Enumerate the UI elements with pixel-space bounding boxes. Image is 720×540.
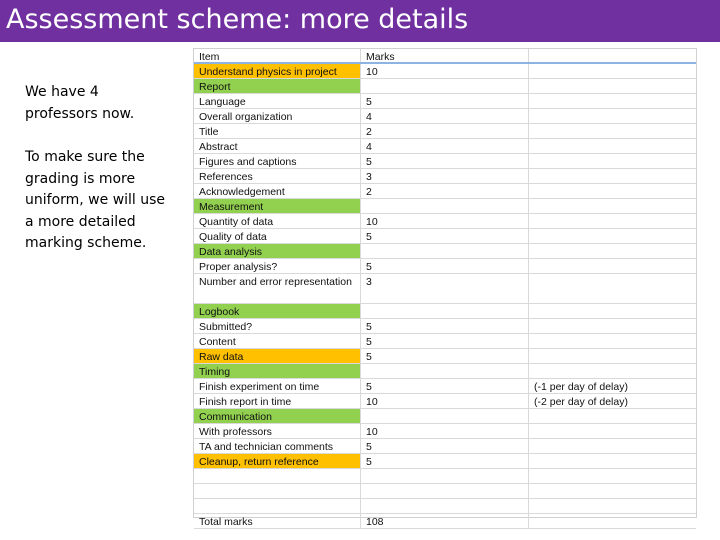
item-cell: Language [194,94,361,108]
item-cell: Quality of data [194,229,361,243]
marks-cell: 2 [361,184,529,198]
note-cell [529,469,696,483]
item-cell: Finish report in time [194,394,361,408]
item-cell: Overall organization [194,109,361,123]
table-row [194,334,696,349]
note-cell [529,259,696,273]
note-cell: (-1 per day of delay) [534,381,628,393]
note-cell [529,244,696,258]
table-row [194,319,696,334]
item-cell: Cleanup, return reference [194,454,361,468]
table-row [194,259,696,274]
note-cell [529,79,696,93]
note-cell [529,409,696,423]
note-cell [529,454,696,468]
table-row [194,424,696,439]
section-row [194,304,696,319]
marks-cell [361,199,529,213]
marks-cell: 2 [361,124,529,138]
marks-cell: 5 [361,349,529,363]
item-cell: Acknowledgement [194,184,361,198]
item-cell: Number and error representation [194,274,361,303]
item-cell: Measurement [194,199,361,213]
note-cell [529,439,696,453]
note-cell [529,229,696,243]
marks-cell: 5 [361,334,529,348]
table-row [194,124,696,139]
table-row [194,499,696,514]
marks-cell: 10 [361,214,529,228]
marks-cell: 10 [361,424,529,438]
table-row [194,484,696,499]
item-cell: Raw data [194,349,361,363]
note-cell [529,364,696,378]
marks-cell: 5 [361,154,529,168]
title-bar [0,0,720,42]
note-cell [529,199,696,213]
marks-cell [361,469,529,483]
item-cell: Figures and captions [194,154,361,168]
marks-cell: 5 [361,229,529,243]
note-cell [529,169,696,183]
item-cell: Understand physics in project [194,64,361,78]
marks-cell [361,364,529,378]
item-cell: Content [194,334,361,348]
marks-cell: 5 [361,439,529,453]
table-row [194,169,696,184]
header-marks: Marks [361,49,529,62]
table-row [194,64,696,79]
marks-cell: 4 [361,139,529,153]
note-cell [529,499,696,513]
item-cell: Title [194,124,361,138]
item-cell: With professors [194,424,361,438]
marks-cell [361,484,529,498]
note-cell [529,424,696,438]
note-cell [529,124,696,138]
intro-text [25,82,175,277]
slide-title: Assessment scheme: more details [6,4,469,35]
item-cell: Timing [194,364,361,378]
marks-cell [361,79,529,93]
table-row [194,349,696,364]
section-row [194,244,696,259]
table-header-row [194,49,696,64]
section-row [194,79,696,94]
marks-cell [361,244,529,258]
marks-cell: 3 [361,169,529,183]
item-cell: TA and technician comments [194,439,361,453]
item-cell: Communication [194,409,361,423]
item-cell: Report [194,79,361,93]
section-row [194,409,696,424]
note-cell: (-2 per day of delay) [534,396,628,408]
note-cell [529,274,696,303]
marks-cell [361,304,529,318]
item-cell: Logbook [194,304,361,318]
table-row [194,469,696,484]
table-row [194,184,696,199]
item-cell: Quantity of data [194,214,361,228]
marking-scheme-table [193,48,697,528]
table-row [194,439,696,454]
marks-cell: 4 [361,109,529,123]
marks-cell: 10 [361,64,529,78]
marks-cell: 3 [361,274,529,303]
note-cell [529,139,696,153]
table-row [194,109,696,124]
intro-paragraph-1: We have 4 professors now. [25,84,135,122]
section-row [194,199,696,214]
marks-cell: 5 [361,94,529,108]
note-cell [529,304,696,318]
table-row [194,139,696,154]
note-cell [529,154,696,168]
item-cell: Data analysis [194,244,361,258]
intro-paragraph-2: To make sure the grading is more uniform, we will use a more detailed marking scheme. [25,149,166,251]
marks-cell: 5 [361,259,529,273]
marks-cell: 10 [361,394,529,408]
note-cell [529,214,696,228]
marks-cell [361,409,529,423]
item-cell [194,484,361,498]
item-cell: Finish experiment on time [194,379,361,393]
item-cell: Proper analysis? [194,259,361,273]
marks-cell: 5 [361,454,529,468]
marks-cell: 5 [361,319,529,333]
table-row [194,229,696,244]
item-cell [194,499,361,513]
note-cell [529,64,696,78]
table-row [194,514,696,529]
table-row [194,274,696,304]
marks-cell: 108 [361,514,529,528]
item-cell: Abstract [194,139,361,153]
table-row [194,214,696,229]
note-cell [529,334,696,348]
header-note [529,49,696,62]
note-cell [529,94,696,108]
item-cell: Submitted? [194,319,361,333]
table-row [194,94,696,109]
note-cell [529,109,696,123]
note-cell [529,484,696,498]
item-cell: Total marks [194,514,361,528]
marks-cell: 5 [361,379,529,393]
note-cell [529,184,696,198]
note-cell [529,349,696,363]
item-cell: References [194,169,361,183]
section-row [194,364,696,379]
note-cell [529,514,696,528]
table-row [194,394,696,409]
note-cell [529,319,696,333]
table-row [194,454,696,469]
header-item: Item [194,49,361,62]
marks-cell [361,499,529,513]
table-row [194,154,696,169]
table-row [194,379,696,394]
item-cell [194,469,361,483]
